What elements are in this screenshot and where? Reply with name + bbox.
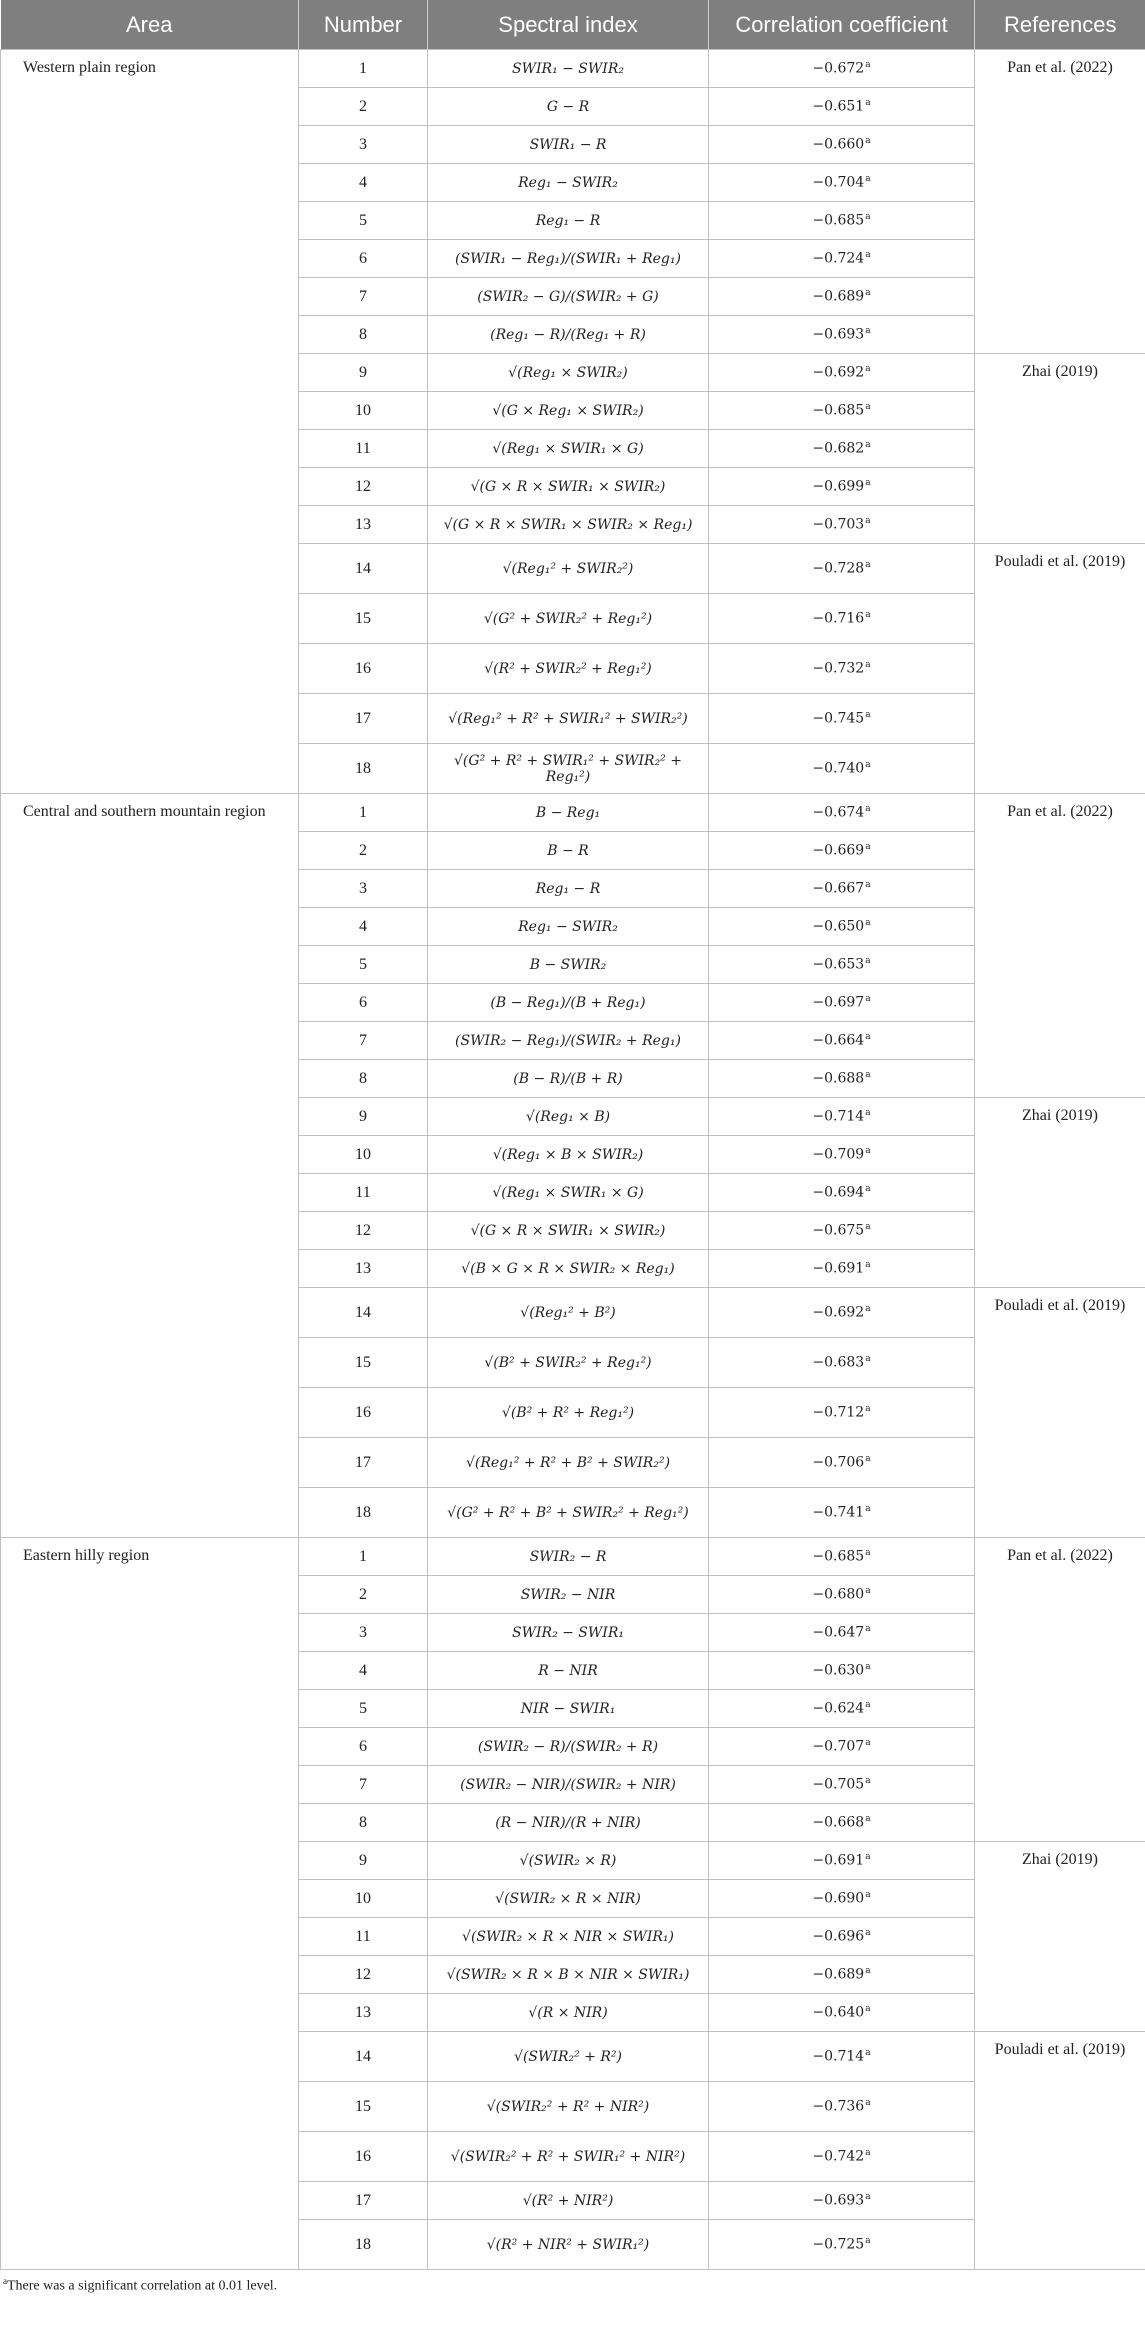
correlation-value: −0.640 — [812, 2004, 865, 2021]
reference-cell: Pan et al. (2022) — [975, 794, 1145, 1098]
significance-mark: a — [865, 478, 871, 489]
correlation-cell — [709, 1538, 975, 1576]
number-cell: 6 — [299, 1728, 428, 1766]
correlation-value: −0.651 — [812, 98, 865, 115]
correlation-value: −0.653 — [812, 956, 865, 973]
significance-mark: a — [865, 250, 871, 261]
significance-mark: a — [865, 1928, 871, 1939]
correlation-cell — [709, 88, 975, 126]
correlation-cell — [709, 832, 975, 870]
correlation-cell — [709, 870, 975, 908]
correlation-cell — [709, 2082, 975, 2132]
correlation-cell — [709, 1174, 975, 1212]
correlation-cell — [709, 468, 975, 506]
correlation-value: −0.692 — [812, 364, 865, 381]
correlation-value: −0.714 — [812, 1108, 865, 1125]
spectral-index-cell: √(SWIR₂ × R × NIR) — [428, 1880, 709, 1918]
correlation-cell — [709, 1614, 975, 1652]
header-spectral-index: Spectral index — [428, 0, 709, 50]
number-cell: 13 — [299, 506, 428, 544]
significance-mark: a — [865, 918, 871, 929]
number-cell: 17 — [299, 2182, 428, 2220]
table-row — [1, 1538, 1145, 1576]
correlation-value: −0.704 — [812, 174, 865, 191]
correlation-value: −0.674 — [812, 804, 865, 821]
number-cell: 17 — [299, 694, 428, 744]
number-cell: 11 — [299, 1918, 428, 1956]
number-cell: 1 — [299, 50, 428, 88]
number-cell: 18 — [299, 1488, 428, 1538]
number-cell: 11 — [299, 430, 428, 468]
reference-cell: Pouladi et al. (2019) — [975, 1288, 1145, 1538]
spectral-index-cell: √(Reg₁² + R² + B² + SWIR₂²) — [428, 1438, 709, 1488]
spectral-index-cell: (SWIR₂ − NIR)/(SWIR₂ + NIR) — [428, 1766, 709, 1804]
number-cell: 3 — [299, 870, 428, 908]
correlation-value: −0.668 — [812, 1814, 865, 1831]
significance-mark: a — [865, 1662, 871, 1673]
correlation-value: −0.660 — [812, 136, 865, 153]
number-cell: 6 — [299, 984, 428, 1022]
spectral-index-cell: √(G² + R² + SWIR₁² + SWIR₂² + Reg₁²) — [428, 744, 709, 794]
correlation-value: −0.692 — [812, 1304, 865, 1321]
correlation-cell — [709, 126, 975, 164]
significance-mark: a — [865, 440, 871, 451]
spectral-index-cell: SWIR₂ − SWIR₁ — [428, 1614, 709, 1652]
spectral-index-cell: √(Reg₁ × B) — [428, 1098, 709, 1136]
spectral-index-cell: √(Reg₁ × SWIR₁ × G) — [428, 430, 709, 468]
correlation-cell — [709, 946, 975, 984]
correlation-value: −0.669 — [812, 842, 865, 859]
spectral-index-cell: √(B² + R² + Reg₁²) — [428, 1388, 709, 1438]
significance-mark: a — [865, 1404, 871, 1415]
significance-mark: a — [865, 1146, 871, 1157]
number-cell: 18 — [299, 2220, 428, 2270]
number-cell: 10 — [299, 1880, 428, 1918]
correlation-cell — [709, 1388, 975, 1438]
spectral-index-cell: SWIR₂ − NIR — [428, 1576, 709, 1614]
significance-mark: a — [865, 610, 871, 621]
correlation-cell — [709, 1136, 975, 1174]
spectral-index-cell: R − NIR — [428, 1652, 709, 1690]
correlation-cell — [709, 354, 975, 392]
number-cell: 5 — [299, 202, 428, 240]
spectral-index-cell: B − Reg₁ — [428, 794, 709, 832]
number-cell: 12 — [299, 1956, 428, 1994]
number-cell: 7 — [299, 278, 428, 316]
correlation-cell — [709, 1488, 975, 1538]
number-cell: 9 — [299, 354, 428, 392]
significance-mark: a — [865, 98, 871, 109]
significance-mark: a — [865, 1454, 871, 1465]
significance-mark: a — [865, 1890, 871, 1901]
number-cell: 16 — [299, 2132, 428, 2182]
significance-mark: a — [865, 804, 871, 815]
spectral-index-cell: Reg₁ − R — [428, 202, 709, 240]
spectral-index-cell: NIR − SWIR₁ — [428, 1690, 709, 1728]
significance-mark: a — [865, 1032, 871, 1043]
header-correlation: Correlation coefficient — [709, 0, 975, 50]
significance-mark: a — [865, 136, 871, 147]
number-cell: 18 — [299, 744, 428, 794]
number-cell: 7 — [299, 1766, 428, 1804]
correlation-cell — [709, 1250, 975, 1288]
spectral-index-cell: √(SWIR₂² + R² + SWIR₁² + NIR²) — [428, 2132, 709, 2182]
spectral-index-cell: √(Reg₁ × B × SWIR₂) — [428, 1136, 709, 1174]
number-cell: 15 — [299, 1338, 428, 1388]
correlation-value: −0.732 — [812, 660, 865, 677]
correlation-cell — [709, 744, 975, 794]
correlation-value: −0.691 — [812, 1260, 865, 1277]
correlation-cell — [709, 1880, 975, 1918]
significance-mark: a — [865, 1852, 871, 1863]
significance-mark: a — [865, 2192, 871, 2203]
spectral-index-cell: B − SWIR₂ — [428, 946, 709, 984]
correlation-value: −0.728 — [812, 560, 865, 577]
correlation-cell — [709, 1956, 975, 1994]
area-cell: Eastern hilly region — [1, 1538, 299, 2270]
spectral-index-cell: Reg₁ − SWIR₂ — [428, 908, 709, 946]
significance-mark: a — [865, 1222, 871, 1233]
correlation-value: −0.647 — [812, 1624, 865, 1641]
significance-mark: a — [865, 1504, 871, 1515]
number-cell: 8 — [299, 1060, 428, 1098]
reference-cell: Pan et al. (2022) — [975, 1538, 1145, 1842]
significance-mark: a — [865, 710, 871, 721]
correlation-cell — [709, 2220, 975, 2270]
number-cell: 2 — [299, 88, 428, 126]
significance-mark: a — [865, 560, 871, 571]
correlation-value: −0.689 — [812, 288, 865, 305]
spectral-index-cell: (B − R)/(B + R) — [428, 1060, 709, 1098]
correlation-value: −0.712 — [812, 1404, 865, 1421]
header-area: Area — [1, 0, 299, 50]
correlation-cell — [709, 1060, 975, 1098]
significance-mark: a — [865, 1108, 871, 1119]
correlation-cell — [709, 1994, 975, 2032]
table-row — [1, 50, 1145, 88]
spectral-index-cell: √(R × NIR) — [428, 1994, 709, 2032]
number-cell: 13 — [299, 1994, 428, 2032]
correlation-cell — [709, 164, 975, 202]
significance-mark: a — [865, 174, 871, 185]
number-cell: 2 — [299, 1576, 428, 1614]
correlation-cell — [709, 240, 975, 278]
spectral-index-cell: √(Reg₁² + B²) — [428, 1288, 709, 1338]
significance-mark: a — [865, 2048, 871, 2059]
significance-mark: a — [865, 842, 871, 853]
significance-mark: a — [865, 402, 871, 413]
header-references: References — [975, 0, 1145, 50]
spectral-index-cell: √(R² + NIR²) — [428, 2182, 709, 2220]
correlation-cell — [709, 2032, 975, 2082]
correlation-value: −0.745 — [812, 710, 865, 727]
correlation-cell — [709, 1576, 975, 1614]
correlation-cell — [709, 794, 975, 832]
correlation-cell — [709, 1804, 975, 1842]
spectral-index-cell: √(B × G × R × SWIR₂ × Reg₁) — [428, 1250, 709, 1288]
spectral-index-cell: √(SWIR₂² + R²) — [428, 2032, 709, 2082]
correlation-cell — [709, 1438, 975, 1488]
number-cell: 7 — [299, 1022, 428, 1060]
spectral-index-cell: Reg₁ − SWIR₂ — [428, 164, 709, 202]
footnote-text: There was a significant correlation at 0.01 level. — [7, 2278, 278, 2294]
significance-mark: a — [865, 1070, 871, 1081]
number-cell: 2 — [299, 832, 428, 870]
number-cell: 10 — [299, 392, 428, 430]
correlation-value: −0.707 — [812, 1738, 865, 1755]
number-cell: 16 — [299, 1388, 428, 1438]
significance-mark: a — [865, 1814, 871, 1825]
reference-cell: Pouladi et al. (2019) — [975, 544, 1145, 794]
spectral-index-cell: (SWIR₂ − Reg₁)/(SWIR₂ + Reg₁) — [428, 1022, 709, 1060]
footnote — [0, 2276, 1145, 2295]
significance-mark: a — [865, 1776, 871, 1787]
significance-mark: a — [865, 60, 871, 71]
footnote-mark: a — [3, 2276, 7, 2286]
correlation-value: −0.624 — [812, 1700, 865, 1717]
area-cell: Central and southern mountain region — [1, 794, 299, 1538]
significance-mark: a — [865, 1966, 871, 1977]
spectral-index-cell: √(SWIR₂ × R × B × NIR × SWIR₁) — [428, 1956, 709, 1994]
reference-cell: Pouladi et al. (2019) — [975, 2032, 1145, 2270]
correlation-value: −0.736 — [812, 2098, 865, 2115]
number-cell: 4 — [299, 164, 428, 202]
significance-mark: a — [865, 660, 871, 671]
correlation-cell — [709, 1022, 975, 1060]
correlation-value: −0.690 — [812, 1890, 865, 1907]
correlation-cell — [709, 202, 975, 240]
correlation-value: −0.705 — [812, 1776, 865, 1793]
number-cell: 4 — [299, 908, 428, 946]
correlation-value: −0.693 — [812, 2192, 865, 2209]
spectral-index-cell: √(R² + SWIR₂² + Reg₁²) — [428, 644, 709, 694]
number-cell: 3 — [299, 1614, 428, 1652]
correlation-cell — [709, 644, 975, 694]
number-cell: 9 — [299, 1098, 428, 1136]
correlation-cell — [709, 2182, 975, 2220]
correlation-value: −0.696 — [812, 1928, 865, 1945]
reference-cell: Zhai (2019) — [975, 354, 1145, 544]
spectral-index-cell: G − R — [428, 88, 709, 126]
number-cell: 9 — [299, 1842, 428, 1880]
number-cell: 1 — [299, 1538, 428, 1576]
correlation-cell — [709, 984, 975, 1022]
significance-mark: a — [865, 1260, 871, 1271]
spectral-index-cell: (SWIR₂ − R)/(SWIR₂ + R) — [428, 1728, 709, 1766]
spectral-index-cell: √(SWIR₂ × R) — [428, 1842, 709, 1880]
number-cell: 17 — [299, 1438, 428, 1488]
significance-mark: a — [865, 212, 871, 223]
spectral-index-cell: √(B² + SWIR₂² + Reg₁²) — [428, 1338, 709, 1388]
spectral-index-cell: SWIR₁ − R — [428, 126, 709, 164]
number-cell: 14 — [299, 1288, 428, 1338]
correlation-value: −0.741 — [812, 1504, 865, 1521]
area-cell: Western plain region — [1, 50, 299, 794]
correlation-cell — [709, 694, 975, 744]
correlation-cell — [709, 316, 975, 354]
spectral-index-cell: √(R² + NIR² + SWIR₁²) — [428, 2220, 709, 2270]
correlation-value: −0.703 — [812, 516, 865, 533]
correlation-cell — [709, 1338, 975, 1388]
correlation-cell — [709, 1918, 975, 1956]
spectral-index-cell: √(G² + R² + B² + SWIR₂² + Reg₁²) — [428, 1488, 709, 1538]
correlation-value: −0.699 — [812, 478, 865, 495]
correlation-value: −0.675 — [812, 1222, 865, 1239]
significance-mark: a — [865, 1304, 871, 1315]
correlation-value: −0.688 — [812, 1070, 865, 1087]
correlation-value: −0.694 — [812, 1184, 865, 1201]
correlation-cell — [709, 392, 975, 430]
spectral-index-cell: (SWIR₂ − G)/(SWIR₂ + G) — [428, 278, 709, 316]
spectral-index-cell: B − R — [428, 832, 709, 870]
significance-mark: a — [865, 364, 871, 375]
correlation-cell — [709, 1098, 975, 1136]
correlation-value: −0.685 — [812, 212, 865, 229]
correlation-cell — [709, 1212, 975, 1250]
correlation-value: −0.725 — [812, 2236, 865, 2253]
number-cell: 11 — [299, 1174, 428, 1212]
correlation-value: −0.740 — [812, 760, 865, 777]
spectral-index-cell: SWIR₁ − SWIR₂ — [428, 50, 709, 88]
spectral-index-cell: √(SWIR₂² + R² + NIR²) — [428, 2082, 709, 2132]
spectral-index-cell: √(G × Reg₁ × SWIR₂) — [428, 392, 709, 430]
number-cell: 15 — [299, 594, 428, 644]
correlation-cell — [709, 1288, 975, 1338]
number-cell: 15 — [299, 2082, 428, 2132]
number-cell: 3 — [299, 126, 428, 164]
spectral-index-cell: √(G² + SWIR₂² + Reg₁²) — [428, 594, 709, 644]
significance-mark: a — [865, 2098, 871, 2109]
number-cell: 6 — [299, 240, 428, 278]
number-cell: 14 — [299, 544, 428, 594]
significance-mark: a — [865, 1738, 871, 1749]
significance-mark: a — [865, 1354, 871, 1365]
significance-mark: a — [865, 1624, 871, 1635]
number-cell: 14 — [299, 2032, 428, 2082]
spectral-index-cell: √(Reg₁ × SWIR₁ × G) — [428, 1174, 709, 1212]
correlation-value: −0.716 — [812, 610, 865, 627]
reference-cell: Zhai (2019) — [975, 1098, 1145, 1288]
correlation-cell — [709, 50, 975, 88]
spectral-index-cell: (R − NIR)/(R + NIR) — [428, 1804, 709, 1842]
spectral-index-cell: √(SWIR₂ × R × NIR × SWIR₁) — [428, 1918, 709, 1956]
number-cell: 8 — [299, 316, 428, 354]
significance-mark: a — [865, 880, 871, 891]
significance-mark: a — [865, 1548, 871, 1559]
correlation-cell — [709, 594, 975, 644]
correlation-value: −0.650 — [812, 918, 865, 935]
number-cell: 5 — [299, 1690, 428, 1728]
correlation-value: −0.680 — [812, 1586, 865, 1603]
correlation-cell — [709, 1766, 975, 1804]
correlation-cell — [709, 2132, 975, 2182]
correlation-cell — [709, 1652, 975, 1690]
correlation-value: −0.682 — [812, 440, 865, 457]
correlation-cell — [709, 430, 975, 468]
reference-cell: Zhai (2019) — [975, 1842, 1145, 2032]
correlation-cell — [709, 544, 975, 594]
correlation-cell — [709, 908, 975, 946]
number-cell: 1 — [299, 794, 428, 832]
significance-mark: a — [865, 760, 871, 771]
significance-mark: a — [865, 994, 871, 1005]
spectral-index-cell: √(G × R × SWIR₁ × SWIR₂) — [428, 468, 709, 506]
number-cell: 5 — [299, 946, 428, 984]
correlation-value: −0.685 — [812, 1548, 865, 1565]
correlation-value: −0.685 — [812, 402, 865, 419]
number-cell: 8 — [299, 1804, 428, 1842]
correlation-value: −0.714 — [812, 2048, 865, 2065]
spectral-index-cell: √(Reg₁ × SWIR₂) — [428, 354, 709, 392]
significance-mark: a — [865, 1184, 871, 1195]
number-cell: 13 — [299, 1250, 428, 1288]
significance-mark: a — [865, 2148, 871, 2159]
spectral-index-cell: (B − Reg₁)/(B + Reg₁) — [428, 984, 709, 1022]
correlation-value: −0.709 — [812, 1146, 865, 1163]
spectral-index-cell: Reg₁ − R — [428, 870, 709, 908]
spectral-index-cell: √(Reg₁² + SWIR₂²) — [428, 544, 709, 594]
spectral-index-cell: √(G × R × SWIR₁ × SWIR₂) — [428, 1212, 709, 1250]
correlation-value: −0.742 — [812, 2148, 865, 2165]
correlation-value: −0.664 — [812, 1032, 865, 1049]
table-row — [1, 794, 1145, 832]
correlation-value: −0.672 — [812, 60, 865, 77]
correlation-value: −0.693 — [812, 326, 865, 343]
spectral-index-cell: √(G × R × SWIR₁ × SWIR₂ × Reg₁) — [428, 506, 709, 544]
significance-mark: a — [865, 956, 871, 967]
significance-mark: a — [865, 1700, 871, 1711]
reference-cell: Pan et al. (2022) — [975, 50, 1145, 354]
correlation-value: −0.667 — [812, 880, 865, 897]
spectral-index-cell: SWIR₂ − R — [428, 1538, 709, 1576]
correlation-cell — [709, 506, 975, 544]
correlation-value: −0.683 — [812, 1354, 865, 1371]
number-cell: 16 — [299, 644, 428, 694]
spectral-index-cell: (Reg₁ − R)/(Reg₁ + R) — [428, 316, 709, 354]
significance-mark: a — [865, 2004, 871, 2015]
correlation-cell — [709, 1690, 975, 1728]
correlation-value: −0.706 — [812, 1454, 865, 1471]
number-cell: 12 — [299, 468, 428, 506]
table-header — [1, 0, 1145, 50]
significance-mark: a — [865, 288, 871, 299]
correlation-value: −0.689 — [812, 1966, 865, 1983]
correlation-value: −0.630 — [812, 1662, 865, 1679]
correlation-value: −0.724 — [812, 250, 865, 267]
correlation-cell — [709, 278, 975, 316]
correlation-cell — [709, 1842, 975, 1880]
significance-mark: a — [865, 516, 871, 527]
number-cell: 12 — [299, 1212, 428, 1250]
spectral-index-cell: √(Reg₁² + R² + SWIR₁² + SWIR₂²) — [428, 694, 709, 744]
header-number: Number — [299, 0, 428, 50]
number-cell: 4 — [299, 1652, 428, 1690]
correlation-value: −0.697 — [812, 994, 865, 1011]
significance-mark: a — [865, 1586, 871, 1597]
spectral-index-cell: (SWIR₁ − Reg₁)/(SWIR₁ + Reg₁) — [428, 240, 709, 278]
number-cell: 10 — [299, 1136, 428, 1174]
table-body — [1, 50, 1145, 2270]
significance-mark: a — [865, 2236, 871, 2247]
significance-mark: a — [865, 326, 871, 337]
correlation-value: −0.691 — [812, 1852, 865, 1869]
correlation-cell — [709, 1728, 975, 1766]
